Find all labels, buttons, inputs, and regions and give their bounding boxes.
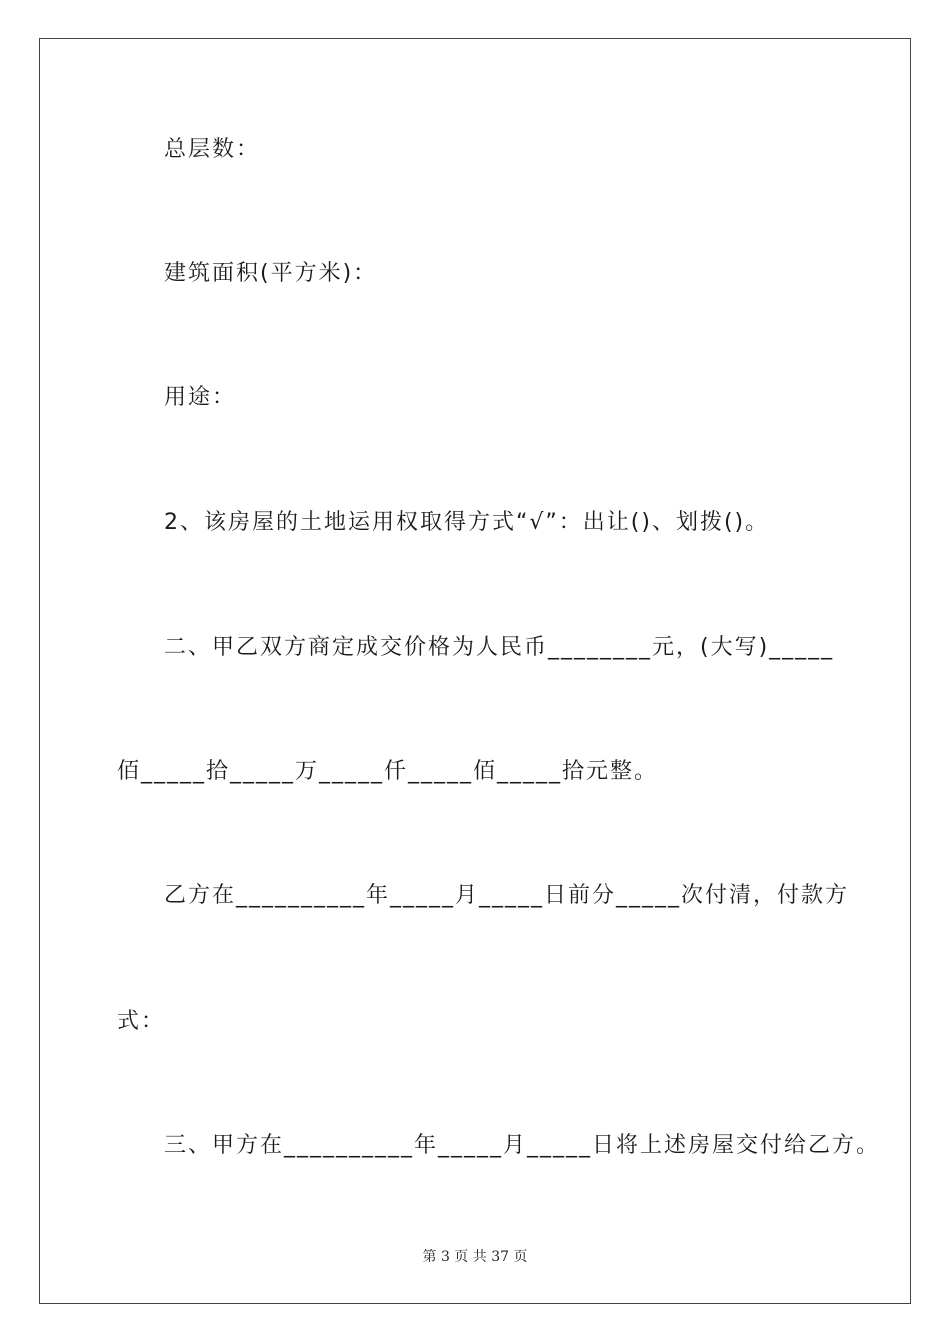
page-border: [39, 38, 911, 1304]
page-footer: 第 3 页 共 37 页: [422, 1249, 528, 1265]
text-line-land-use-right: 2、该房屋的土地运用权取得方式“√”：出让()、划拨()。: [164, 510, 770, 535]
text-line-price: 二、甲乙双方商定成交价格为人民币________元，(大写)_____: [164, 635, 835, 660]
text-line-building-area: 建筑面积(平方米)：: [164, 261, 378, 286]
text-line-usage: 用途：: [164, 385, 237, 410]
text-line-price-uppercase: 佰_____拾_____万_____仟_____佰_____拾元整。: [117, 759, 659, 784]
text-line-payment-method: 式：: [117, 1009, 166, 1034]
text-line-payment: 乙方在__________年_____月_____日前分_____次付清，付款方: [164, 883, 850, 908]
text-line-total-floors: 总层数：: [164, 137, 261, 162]
text-line-delivery: 三、甲方在__________年_____月_____日将上述房屋交付给乙方。: [164, 1133, 881, 1158]
